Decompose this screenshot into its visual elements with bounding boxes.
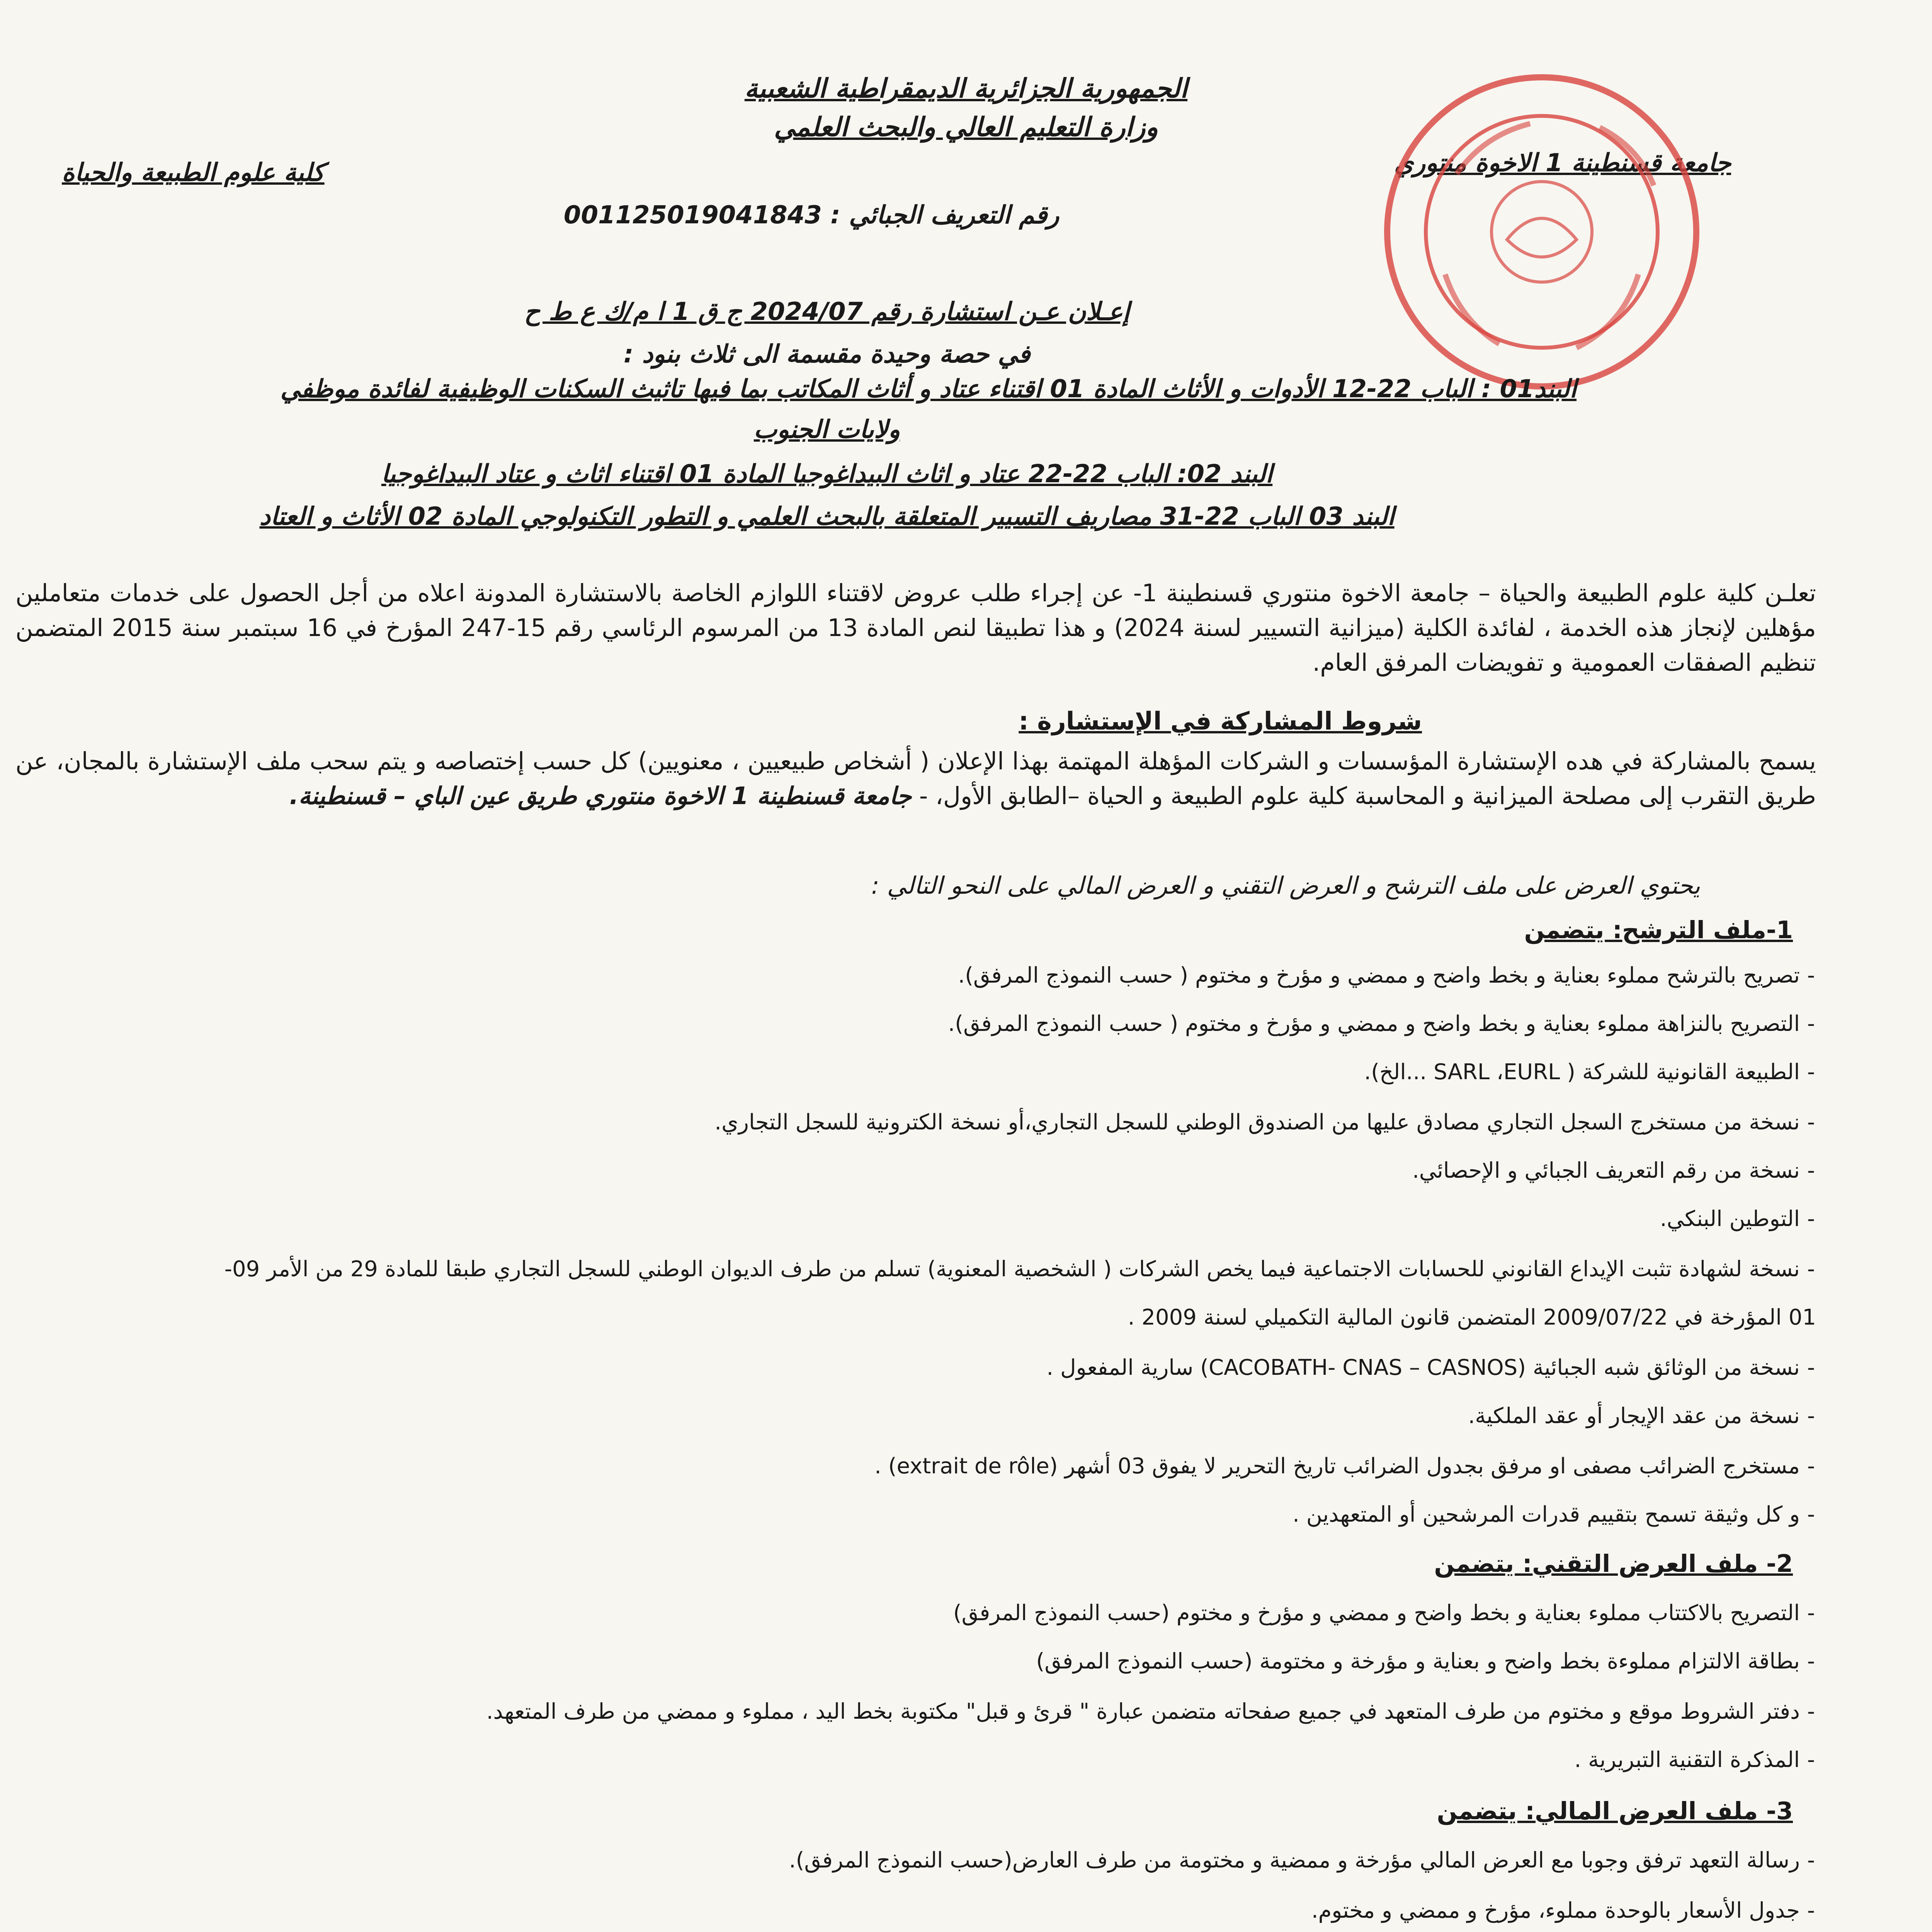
section-1-item: -التصريح بالنزاهة مملوء بعناية و بخط واضح و ممضي و مؤرخ و مختوم ( حسب النموذج المرفق). bbox=[948, 1011, 1815, 1036]
section-1-item: -التوطين البنكي. bbox=[1660, 1206, 1815, 1231]
section-1-item: -و كل وثيقة تسمح بتقييم قدرات المرشحين أو المتعهدين . bbox=[1293, 1502, 1815, 1527]
section-2-item: -المذكرة التقنية التبريرية . bbox=[1574, 1747, 1815, 1772]
university-name: جامعة قسنطينة 1 الاخوة منتوري bbox=[1394, 149, 1731, 177]
conditions-address: جامعة قسنطينة 1 الاخوة منتوري طريق عين الباي – قسنطينة. bbox=[289, 782, 912, 810]
announcement-item-3: البند 03 الباب 22-31 مصاريف التسيير المتعلقة بالبحث العلمي و التطور التكنولوجي المادة 02 الأثاث و العتاد bbox=[259, 502, 1395, 531]
section-1-item: -نسخة من الوثائق شبه الجبائية (CACOBATH- CNAS – CASNOS) سارية المفعول . bbox=[1046, 1355, 1815, 1380]
section-1-title: 1-ملف الترشح: يتضمن bbox=[1524, 916, 1793, 944]
section-3-title: 3- ملف العرض المالي: يتضمن bbox=[1437, 1797, 1793, 1825]
section-2-title: 2- ملف العرض التقني: يتضمن bbox=[1434, 1549, 1793, 1578]
section-3-item: -رسالة التعهد ترفق وجوبا مع العرض المالي مؤرخة و ممضية و مختومة من طرف العارض(حسب النموذج المرفق). bbox=[789, 1848, 1815, 1873]
conditions-title: شروط المشاركة في الإستشارة : bbox=[1019, 707, 1422, 736]
tax-id: رقم التعريف الجبائي : 001125019041843 bbox=[563, 201, 1060, 230]
section-1-item: -نسخة من مستخرج السجل التجاري مصادق عليها من الصندوق الوطني للسجل التجاري،أو نسخة الكترونية للسجل التجاري. bbox=[714, 1110, 1815, 1135]
section-1-item: -مستخرج الضرائب مصفى او مرفق بجدول الضرائب تاريخ التحرير لا يفوق 03 أشهر (extrait de rôle) . bbox=[874, 1454, 1815, 1479]
section-1-item: -تصريح بالترشح مملوء بعناية و بخط واضح و ممضي و مؤرخ و مختوم ( حسب النموذج المرفق). bbox=[958, 963, 1815, 988]
announcement-item-1-cont: ولايات الجنوب bbox=[753, 415, 900, 444]
ministry-header: وزارة التعليم العالي والبحث العلمي bbox=[774, 112, 1158, 143]
announcement-subtitle: في حصة وحيدة مقسمة الى ثلاث بنود : bbox=[623, 340, 1031, 369]
section-2-item: -التصريح بالاكتتاب مملوء بعناية و بخط واضح و ممضي و مؤرخ و مختوم (حسب النموذج المرفق) bbox=[953, 1600, 1815, 1626]
section-1-item: -نسخة من رقم التعريف الجبائي و الإحصائي. bbox=[1412, 1158, 1815, 1183]
section-2-item: -بطاقة الالتزام مملوءة بخط واضح و بعناية و مؤرخة و مختومة (حسب النموذج المرفق) bbox=[1036, 1649, 1815, 1674]
section-3-item: -جدول الأسعار بالوحدة مملوء، مؤرخ و ممضي و مختوم. bbox=[1311, 1898, 1815, 1923]
offer-contents-intro: يحتوي العرض على ملف الترشح و العرض التقني و العرض المالي على النحو التالي : bbox=[871, 871, 1700, 900]
conditions-paragraph bbox=[15, 744, 1816, 813]
announcement-item-1: البند01 : الباب 22-12 الأدوات و الأثاث المادة 01 اقتناء عتاد و أثاث المكاتب بما فيها تاثيث السكنات الوظيفية لفائدة موظفي bbox=[280, 375, 1577, 403]
announcement-item-2: البند 02: الباب 22-22 عتاد و اثاث البيداغوجيا المادة 01 اقتناء اثاث و عتاد البيداغوجيا bbox=[381, 460, 1273, 488]
section-1-item-cont: 01 المؤرخة في 2009/07/22 المتضمن قانون المالية التكميلي لسنة 2009 . bbox=[1128, 1305, 1816, 1330]
conditions-text: يسمح بالمشاركة في هده الإستشارة المؤسسات و الشركات المؤهلة المهتمة بهذا الإعلان ( أشخاص طبيعيين ، معنويين) كل حسب إختصاصه و يتم سحب ملف الإستشارة بالمجان، عن طريق التقرب إلى مصلحة الميزانية و المحاسبة كلية علوم الطبيعة و الحياة –الطابق الأول، - bbox=[15, 747, 1816, 810]
section-1-item: -الطبيعة القانونية للشركة ( SARL ،EURL ...الخ). bbox=[1364, 1060, 1815, 1085]
section-1-item: -نسخة من عقد الإيجار أو عقد الملكية. bbox=[1468, 1403, 1815, 1429]
announcement-title: إعـلان عـن استشارة رقم 2024/07 ج ق 1 ا م/ك ع ط ح bbox=[524, 298, 1130, 326]
republic-header: الجمهورية الجزائرية الديمقراطية الشعبية bbox=[744, 73, 1188, 104]
intro-paragraph: تعلـن كلية علوم الطبيعة والحياة – جامعة الاخوة منتوري قسنطينة 1- عن إجراء طلب عروض لاقتناء اللوازم الخاصة بالاستشارة المدونة اعلاه من أجل الحصول على خدمات متعاملين مؤهلين لإنجاز هذه الخدمة ، لفائدة الكلية (ميزانية التسيير لسنة 2024) و هذا تطبيقا لنص المادة 13 من المرسوم الرئاسي رقم 15-247 المؤرخ في 16 سبتمبر سنة 2015 المتضمن تنظيم الصفقات العمومية و تفويضات المرفق العام. bbox=[15, 579, 1816, 677]
faculty-name: كلية علوم الطبيعة والحياة bbox=[62, 158, 325, 187]
section-2-item: -دفتر الشروط موقع و مختوم من طرف المتعهد في جميع صفحاته متضمن عبارة " قرئ و قبل" مكتوبة بخط اليد ، مملوء و ممضي من طرف المتعهد. bbox=[486, 1699, 1815, 1724]
section-1-item: -نسخة لشهادة تثبت الإيداع القانوني للحسابات الاجتماعية فيما يخص الشركات ( الشخصية المعنوية) تسلم من طرف الديوان الوطني للسجل التجاري طبقا للمادة 29 من الأمر 09- bbox=[224, 1257, 1815, 1282]
